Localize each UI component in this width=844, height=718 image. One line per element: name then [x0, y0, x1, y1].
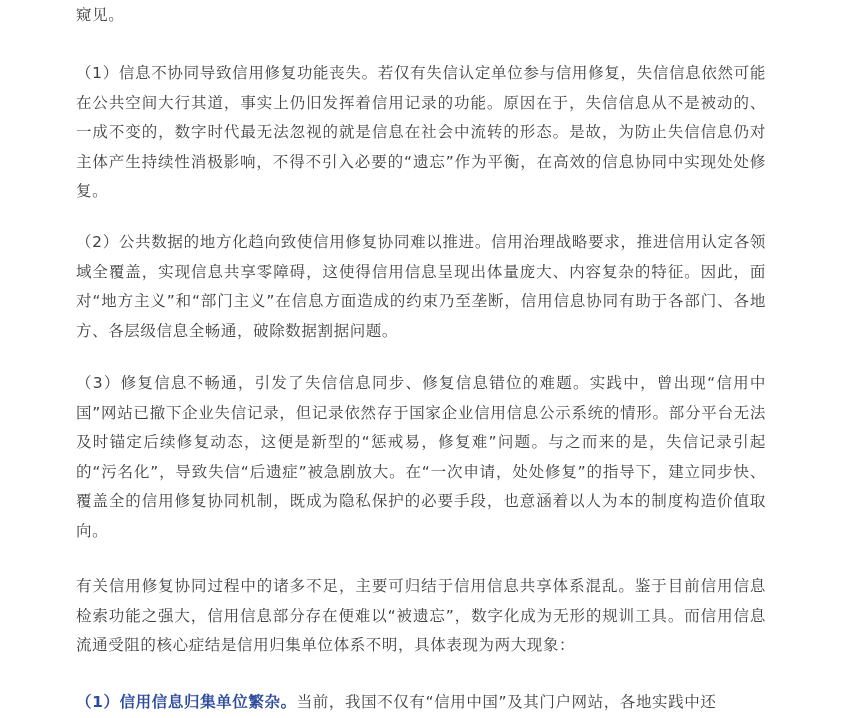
- paragraph-fragment: 窥见。: [76, 6, 125, 24]
- paragraph-summary: 有关信用修复协同过程中的诸多不足，主要可归结于信用信息共享体系混乱。鉴于目前信用信息检索功能之强大，信用信息部分存在便难以“被遗忘”，数字化成为无形的规训工具。而信用信息流通受阻的核心症结是信用归集单位体系不明，具体表现为两大现象：: [76, 577, 766, 654]
- paragraph-subpoint-1: [76, 688, 716, 718]
- paragraph-point-2: （2）公共数据的地方化趋向致使信用修复协同难以推进。信用治理战略要求，推进信用认定各领域全覆盖，实现信息共享零障碍，这使得信用信息呈现出体量庞大、内容复杂的特征。因此，面对“地方主义”和“部门主义”在信息方面造成的约束乃至垄断，信用信息协同有助于各部门、各地方、各层级信息全畅通，破除数据割据问题。: [76, 233, 766, 340]
- subpoint-text: 当前，我国不仅有“信用中国”及其门户网站，各地实践中还: [296, 693, 717, 711]
- paragraph-point-1: （1）信息不协同导致信用修复功能丧失。若仅有失信认定单位参与信用修复，失信信息依然可能在公共空间大行其道，事实上仍旧发挥着信用记录的功能。原因在于，失信信息从不是被动的、一成不变的，数字时代最无法忽视的就是信息在社会中流转的形态。是故，为防止失信信息仍对主体产生持续性消极影响，不得不引入必要的“遗忘”作为平衡，在高效的信息协同中实现处处修复。: [76, 64, 766, 200]
- paragraph-point-3: （3）修复信息不畅通，引发了失信信息同步、修复信息错位的难题。实践中，曾出现“信用中国”网站已撤下企业失信记录，但记录依然存于国家企业信用信息公示系统的情形。部分平台无法及时锚定后续修复动态，这便是新型的“惩戒易，修复难”问题。与之而来的是，失信记录引起的“污名化”，导致失信“后遗症”被急剧放大。在“一次申请，处处修复”的指导下，建立同步快、覆盖全的信用修复协同机制，既成为隐私保护的必要手段，也意涵着以人为本的制度构造价值取向。: [76, 374, 766, 540]
- subpoint-heading: （1）信用信息归集单位繁杂。: [76, 693, 297, 711]
